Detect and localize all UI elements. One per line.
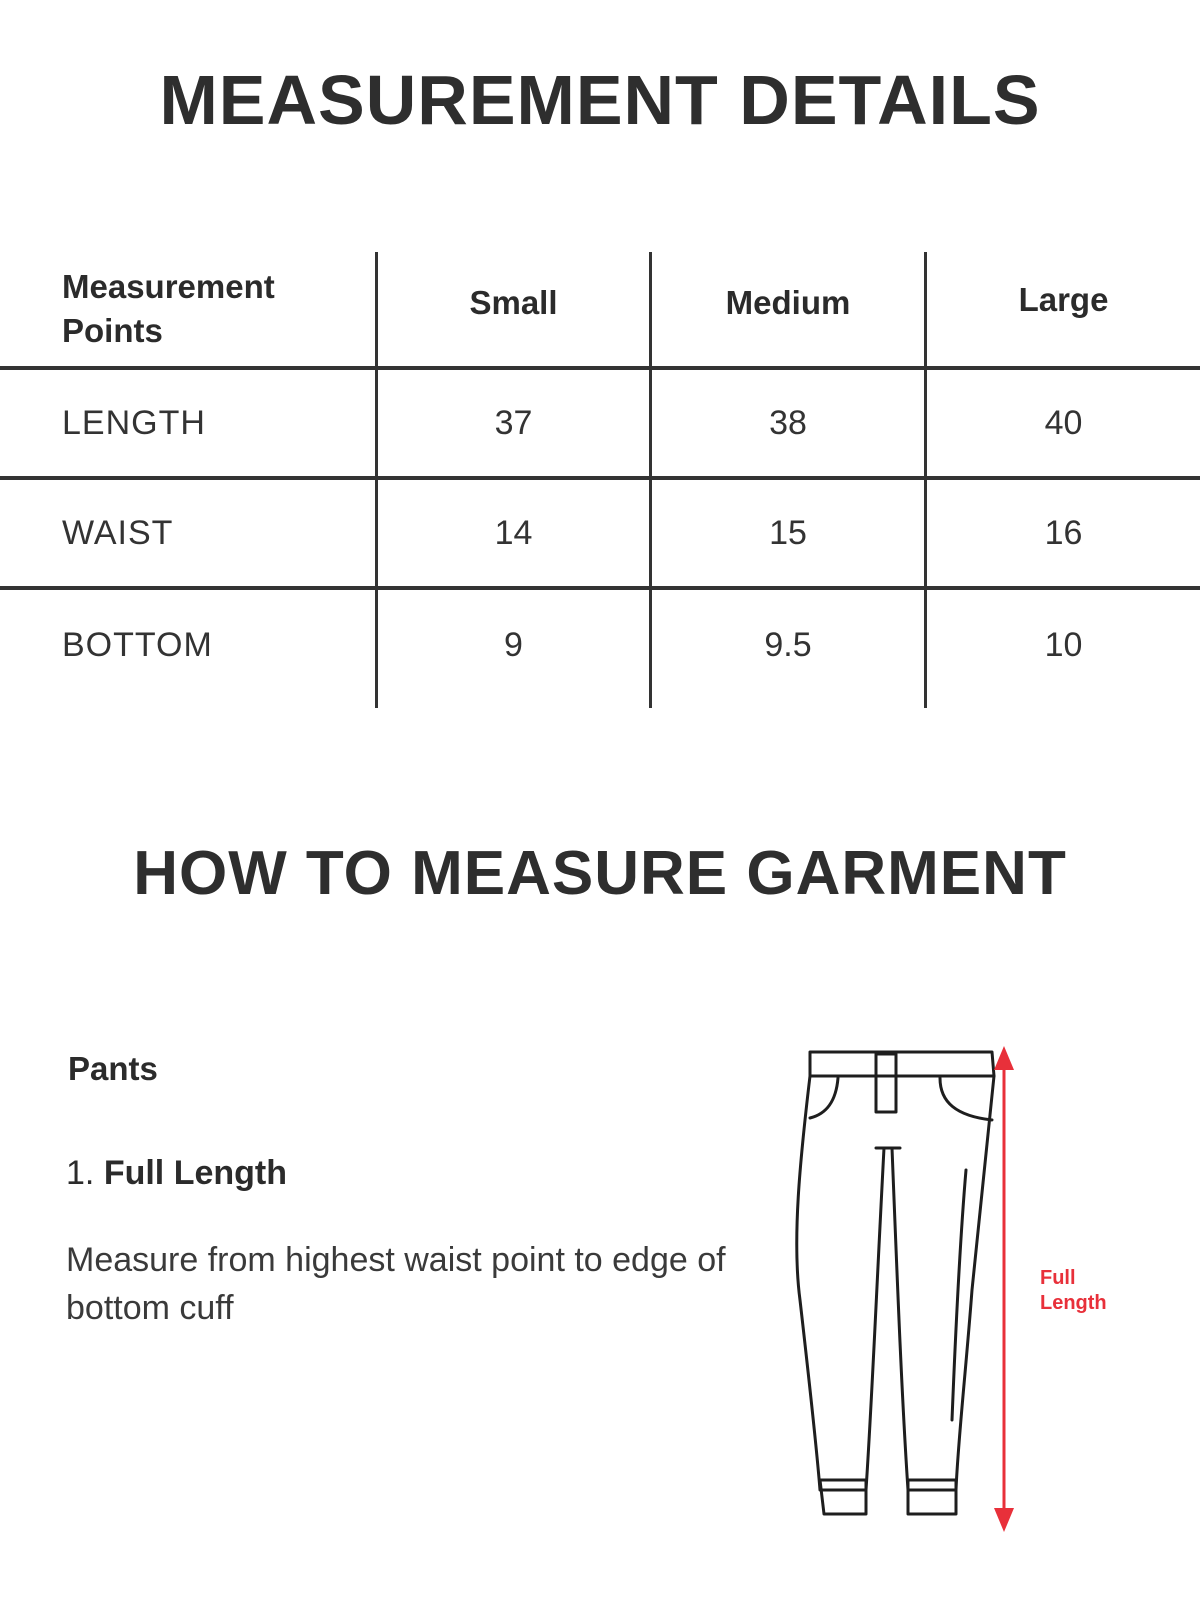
header-small: Small xyxy=(469,284,558,321)
vertical-arrow-icon xyxy=(994,1046,1014,1532)
row-label-waist: WAIST xyxy=(62,513,174,552)
step-description: Measure from highest waist point to edge of bottom cuff xyxy=(66,1241,726,1327)
measurement-details-title: MEASUREMENT DETAILS xyxy=(159,61,1041,139)
cell-length-medium: 38 xyxy=(769,403,807,442)
row-label-length: LENGTH xyxy=(62,403,206,442)
step-number: 1. xyxy=(66,1154,95,1192)
annotation-line-2: Length xyxy=(1040,1292,1107,1314)
pants-diagram xyxy=(780,1040,1040,1540)
cell-bottom-small: 9 xyxy=(504,625,523,664)
step-name: Full Length xyxy=(103,1154,287,1192)
header-measurement-points-line: Measurement xyxy=(62,268,275,305)
row-label-bottom: BOTTOM xyxy=(62,625,213,664)
cell-waist-small: 14 xyxy=(494,513,533,552)
cell-bottom-medium: 9.5 xyxy=(764,625,812,664)
cell-length-large: 40 xyxy=(1044,403,1083,442)
how-to-measure-title: HOW TO MEASURE GARMENT xyxy=(133,839,1067,908)
size-table xyxy=(0,252,1200,708)
cell-waist-medium: 15 xyxy=(769,513,807,552)
full-length-annotation xyxy=(1040,1266,1107,1316)
cell-length-small: 37 xyxy=(494,403,533,442)
header-medium: Medium xyxy=(725,284,851,321)
step-heading xyxy=(66,1154,287,1193)
annotation-line-1: Full xyxy=(1040,1267,1076,1289)
header-measurement-points-line: Points xyxy=(62,312,163,349)
cell-waist-large: 16 xyxy=(1044,513,1083,552)
pants-outline-icon xyxy=(797,1052,994,1514)
header-large: Large xyxy=(1018,281,1109,318)
garment-type-label: Pants xyxy=(68,1050,158,1087)
cell-bottom-large: 10 xyxy=(1044,625,1083,664)
header-measurement-points xyxy=(0,252,375,366)
